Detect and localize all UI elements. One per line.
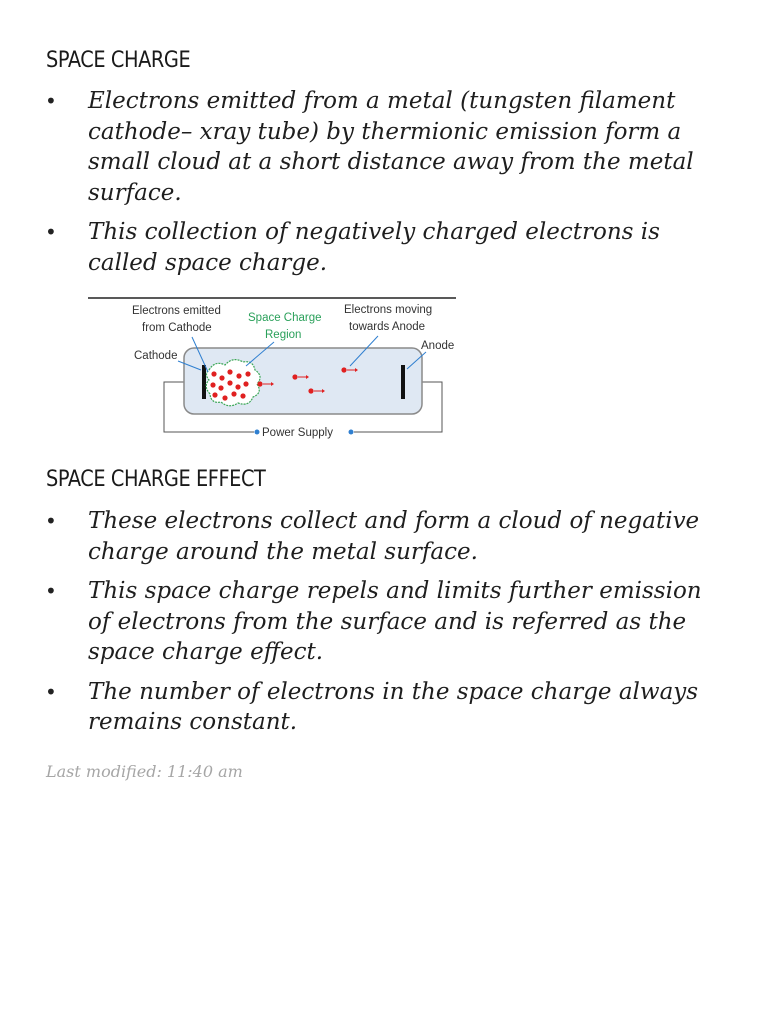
bullet-text: This space charge repels and limits further emission of electrons from the surface and is referred as the space charge effect. <box>88 578 702 665</box>
power-terminal-left <box>255 430 260 435</box>
label-cathode: Cathode <box>134 350 178 362</box>
last-modified-label: Last modified: 11:40 am <box>46 762 243 781</box>
list-item <box>0 217 728 278</box>
bullet-text: These electrons collect and form a cloud of negative charge around the metal surface. <box>88 508 700 565</box>
label-space-charge: Space Charge <box>248 312 322 324</box>
section-heading-space-charge: SPACE CHARGE <box>46 48 191 73</box>
label-region: Region <box>265 329 302 341</box>
electron-dot <box>210 382 215 387</box>
list-item <box>0 86 728 208</box>
bullet-dot: • <box>45 220 57 244</box>
list-item <box>0 506 728 567</box>
bullet-text: This collection of negatively charged electrons is called space charge. <box>88 219 660 276</box>
list-item <box>0 677 728 738</box>
anode-plate <box>401 365 405 399</box>
label-power-supply: Power Supply <box>262 427 333 439</box>
bullet-dot: • <box>45 679 57 704</box>
bullet-dot: • <box>45 509 57 533</box>
electron-dot <box>218 385 223 390</box>
bullet-text: Electrons emitted from a metal (tungsten filament cathode– xray tube) by thermionic emission form a small cloud at a short distance away from the metal surface. <box>88 88 694 206</box>
electron-dot <box>240 393 245 398</box>
electron-dot <box>231 391 236 396</box>
list-item <box>0 576 728 668</box>
electron-dot <box>211 371 216 376</box>
space-charge-cloud <box>206 360 260 406</box>
electron-dot <box>222 395 227 400</box>
electron-dot <box>219 375 224 380</box>
label-anode: Anode <box>421 340 455 352</box>
label-electrons-moving: Electrons moving <box>344 304 433 316</box>
electron-dot <box>227 369 232 374</box>
bullet-list-space-charge <box>0 86 768 278</box>
electron-dot <box>243 381 248 386</box>
section-heading-space-charge-effect: SPACE CHARGE EFFECT <box>46 467 266 492</box>
label-from-cathode: from Cathode <box>142 322 212 334</box>
electron-dot <box>236 373 241 378</box>
electron-dot <box>245 371 250 376</box>
bullet-dot: • <box>45 89 57 113</box>
electron-dot <box>227 380 232 385</box>
cathode-plate <box>202 365 206 399</box>
power-terminal-right <box>349 430 354 435</box>
space-charge-diagram <box>88 292 458 442</box>
electron-dot <box>235 384 240 389</box>
bullet-list-space-charge-effect <box>0 506 768 738</box>
label-towards-anode: towards Anode <box>349 321 426 333</box>
label-electrons-emitted: Electrons emitted <box>132 305 221 317</box>
electron-dot <box>212 392 217 397</box>
bullet-dot: • <box>45 579 57 603</box>
bullet-text: The number of electrons in the space charge always remains constant. <box>88 678 699 735</box>
